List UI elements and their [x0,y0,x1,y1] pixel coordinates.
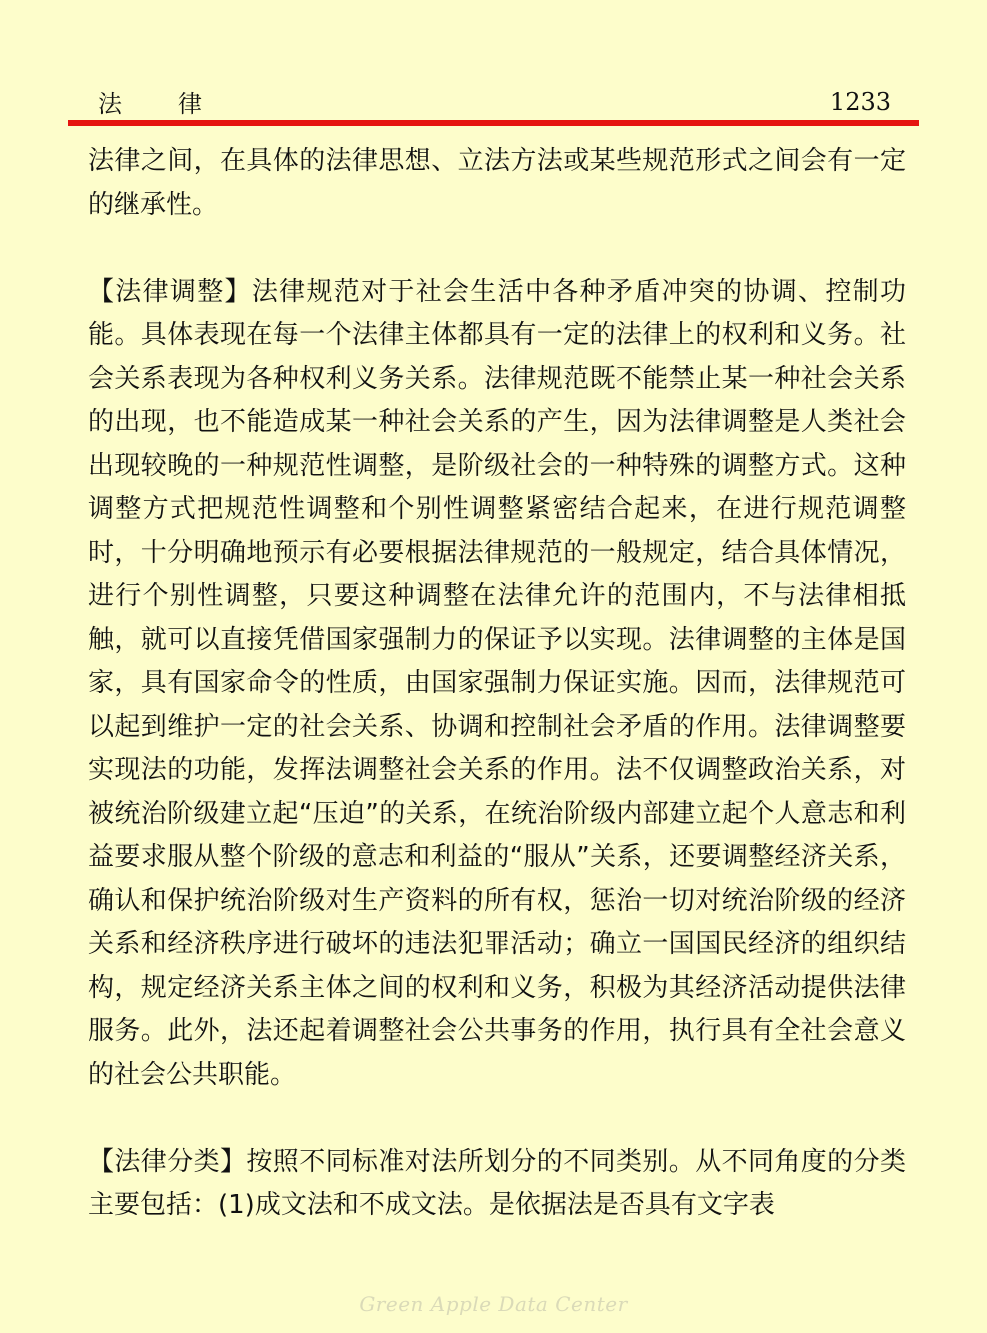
entry-text: 按照不同标准对法所划分的不同类别。从不同角度的分类主要包括：(1)成文法和不成文法。是依据法是否具有文字表 [88,1146,906,1220]
page-header [68,80,919,120]
paragraph-continuation [88,140,906,227]
running-head-title: 法律 [98,90,258,118]
entry-legal-classification [88,1141,906,1228]
entry-text: 法律规范对于社会生活中各种矛盾冲突的协调、控制功能。具体表现在每一个法律主体都具有一定的法律上的权利和义务。社会关系表现为各种权利义务关系。法律规范既不能禁止某一种社会关系的出现，也不能造成某一种社会关系的产生，因为法律调整是人类社会出现较晚的一种规范性调整，是阶级社会的一种特殊的调整方式。这种调整方式把规范性调整和个别性调整紧密结合起来，在进行规范调整时，十分明确地预示有必要根据法律规范的一般规定，结合具体情况，进行个别性调整，只要这种调整在法律允许的范围内，不与法律相抵触，就可以直接凭借国家强制力的保证予以实现。法律调整的主体是国家，具有国家命令的性质，由国家强制力保证实施。因而，法律规范可以起到维护一定的社会关系、协调和控制社会矛盾的作用。法律调整要实现法的功能，发挥法调整社会关系的作用。法不仅调整政治关系，对被统治阶级建立起“压迫”的关系，在统治阶级内部建立起个人意志和利益要求服从整个阶级的意志和利益的“服从”关系，还要调整经济关系，确认和保护统治阶级对生产资料的所有权，惩治一切对统治阶级的经济关系和经济秩序进行破坏的违法犯罪活动；确立一国国民经济的组织结构，规定经济关系主体之间的权利和义务，积极为其经济活动提供法律服务。此外，法还起着调整社会公共事务的作用，执行具有全社会意义的社会公共职能。 [88,276,906,1090]
watermark-text: Green Apple Data Center [359,1292,628,1316]
entry-term: 【法律分类】 [88,1146,247,1177]
header-rule [68,120,919,126]
page-body [88,140,906,1228]
entry-term: 【法律调整】 [88,276,252,307]
paragraph-text: 法律之间，在具体的法律思想、立法方法或某些规范形式之间会有一定的继承性。 [88,146,906,220]
entry-legal-adjustment [88,271,906,1098]
page-number: 1233 [829,88,891,116]
